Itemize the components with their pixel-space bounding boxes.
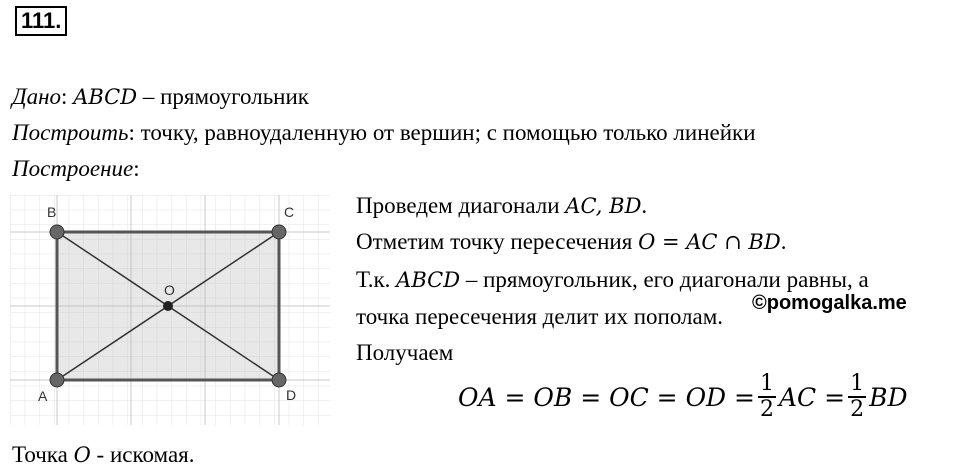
- construct-label: Построить: [12, 120, 129, 145]
- point-a: [50, 373, 64, 387]
- intersection-math: O = AC ∩ BD: [638, 230, 781, 254]
- result-formula: [458, 372, 908, 422]
- label-d: D: [286, 387, 297, 403]
- given-label: Дано: [12, 84, 62, 109]
- given-line: Дано: ABCD – прямоугольник: [12, 84, 309, 109]
- formula-equalities: OA = OB = OC = OD =: [458, 382, 755, 412]
- solution-line-4: точка пересечения делит их пополам.: [356, 304, 724, 329]
- construct-line: [12, 120, 756, 146]
- label-o: O: [164, 282, 175, 298]
- point-d: [272, 373, 286, 387]
- construct-text: : точку, равноудаленную от вершин; с помощью только линейки: [128, 120, 756, 145]
- label-b: B: [47, 204, 57, 220]
- given-text: – прямоугольник: [137, 84, 309, 109]
- solution-line-3: Т.к. ABCD – прямоугольник, его диагонали равны, а: [356, 267, 869, 292]
- diagonals-math: AC, BD: [565, 194, 642, 218]
- construction-label: Построение: [12, 156, 134, 181]
- figure-math: ABCD: [396, 268, 461, 292]
- watermark: ©pomogalka.me: [752, 292, 907, 314]
- fraction-half-1: $\frac{1}{2}$: [760, 371, 774, 422]
- point-o: [163, 301, 173, 311]
- conclusion-line: Точка O - искомая.: [12, 442, 195, 467]
- solution-line-5: Получаем: [356, 340, 454, 365]
- label-c: C: [284, 204, 295, 220]
- construction-line: Построение:: [12, 156, 140, 181]
- formula-bd: BD: [869, 382, 908, 412]
- conclusion-point: O: [73, 443, 91, 467]
- rectangle-diagram: [10, 195, 330, 425]
- fraction-half-2: $\frac{1}{2}$: [850, 371, 865, 422]
- given-figure: ABCD: [73, 85, 138, 109]
- solution-line-1: Проведем диагонали AC, BD.: [356, 193, 648, 218]
- formula-ac: AC =: [779, 382, 846, 412]
- point-c: [272, 225, 286, 239]
- solution-line-2: Отметим точку пересечения O = AC ∩ BD.: [356, 229, 787, 254]
- point-b: [50, 225, 64, 239]
- label-a: A: [38, 388, 48, 404]
- problem-number: 111.: [15, 6, 67, 36]
